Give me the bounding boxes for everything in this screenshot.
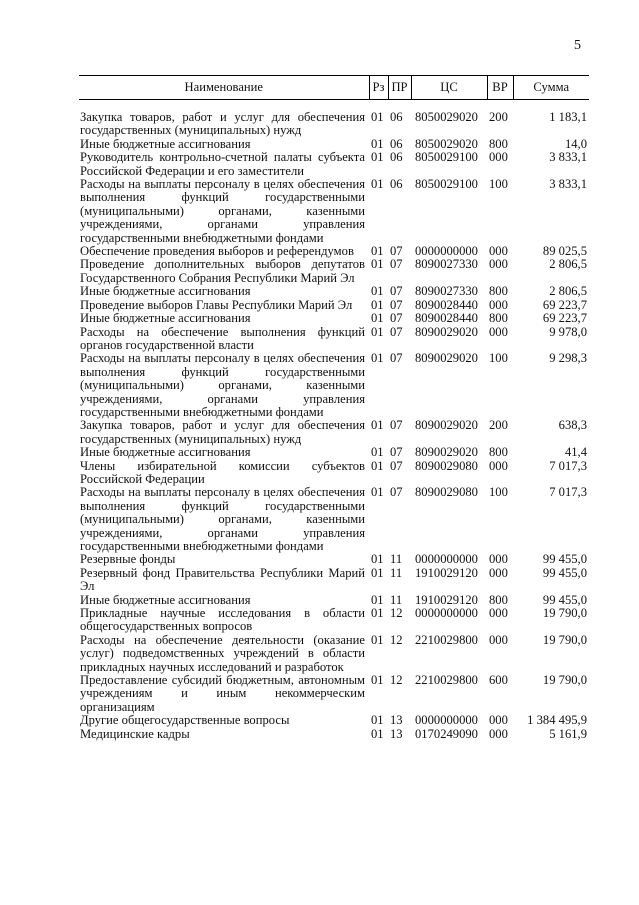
row-sum: 69 223,7 <box>542 311 587 326</box>
row-cs: 8050029100 <box>415 150 478 165</box>
row-vr: 000 <box>489 297 508 312</box>
row-name: Руководитель контрольно-счетной палаты субъекта Российской Федерации и его заместители <box>80 150 365 178</box>
row-sum: 3 833,1 <box>549 150 587 165</box>
table-row <box>79 634 589 674</box>
row-cs: 0170249090 <box>415 726 478 741</box>
row-vr: 800 <box>489 311 508 326</box>
row-name: Обеспечение проведения выборов и референдумов <box>80 244 354 259</box>
row-pr: 06 <box>390 110 403 124</box>
row-pr: 12 <box>390 673 403 688</box>
row-sum: 99 455,0 <box>542 592 587 607</box>
table-header <box>79 76 589 112</box>
row-cs: 8050029020 <box>415 110 478 124</box>
table-row <box>79 111 589 138</box>
table-row <box>79 486 589 553</box>
row-pr: 11 <box>390 552 403 567</box>
row-cs: 2210029800 <box>415 632 478 647</box>
row-cs: 8090029020 <box>415 445 478 460</box>
row-rz: 01 <box>371 244 384 259</box>
row-cs: 8090029020 <box>415 324 478 339</box>
row-vr: 600 <box>489 673 508 688</box>
row-name: Предоставление субсидий бюджетным, автономным учреждениям и иным некоммерческим организациям <box>80 673 365 714</box>
row-rz: 01 <box>371 257 384 272</box>
row-rz: 01 <box>371 485 384 500</box>
table-row <box>79 299 589 312</box>
table-row <box>79 178 589 245</box>
row-rz: 01 <box>371 592 384 607</box>
row-rz: 01 <box>371 284 384 299</box>
row-pr: 06 <box>390 136 403 151</box>
row-sum: 3 833,1 <box>549 177 587 192</box>
row-pr: 07 <box>390 257 403 272</box>
header-pr: ПР <box>388 76 411 100</box>
row-rz: 01 <box>371 418 384 433</box>
row-cs: 8090027330 <box>415 257 478 272</box>
row-rz: 01 <box>371 606 384 621</box>
row-sum: 638,3 <box>558 418 587 433</box>
table-row <box>79 352 589 419</box>
row-vr: 000 <box>489 713 508 728</box>
row-pr: 07 <box>390 351 403 366</box>
row-rz: 01 <box>371 324 384 339</box>
row-sum: 41,4 <box>564 445 587 460</box>
row-rz: 01 <box>371 150 384 165</box>
row-sum: 14,0 <box>564 136 587 151</box>
row-name: Закупка товаров, работ и услуг для обеспечения государственных (муниципальных) нужд <box>80 110 365 138</box>
row-sum: 19 790,0 <box>542 673 587 688</box>
row-vr: 000 <box>489 565 508 580</box>
row-rz: 01 <box>371 110 384 124</box>
table-row <box>79 326 589 353</box>
row-cs: 2210029800 <box>415 673 478 688</box>
row-vr: 000 <box>489 150 508 165</box>
row-name: Резервный фонд Правительства Республики Марий Эл <box>80 565 365 594</box>
row-rz: 01 <box>371 673 384 688</box>
table-row <box>79 728 589 741</box>
row-name: Проведение выборов Главы Республики Марий Эл <box>80 297 353 312</box>
table-body <box>79 111 589 741</box>
row-pr: 13 <box>390 713 403 728</box>
row-name: Расходы на обеспечение деятельности (оказание услуг) подведомственных учреждений в области прикладных научных исследований и разработок <box>80 632 365 674</box>
row-pr: 07 <box>390 284 403 299</box>
row-sum: 99 455,0 <box>542 565 587 580</box>
row-rz: 01 <box>371 726 384 741</box>
table-row <box>79 419 589 446</box>
table-row <box>79 285 589 298</box>
row-rz: 01 <box>371 136 384 151</box>
row-name: Медицинские кадры <box>80 726 190 741</box>
row-name: Резервные фонды <box>80 552 176 567</box>
row-cs: 8090029080 <box>415 485 478 500</box>
row-sum: 69 223,7 <box>542 297 587 312</box>
table-row <box>79 607 589 634</box>
row-pr: 11 <box>390 592 403 607</box>
row-name: Проведение дополнительных выборов депутатов Государственного Собрания Республики Марий Эл <box>80 257 365 285</box>
row-cs: 8090027330 <box>415 284 478 299</box>
table-row <box>79 446 589 459</box>
table-row <box>79 594 589 607</box>
row-vr: 000 <box>489 632 508 647</box>
header-vr: ВР <box>487 76 513 100</box>
row-rz: 01 <box>371 445 384 460</box>
row-sum: 1 183,1 <box>549 110 587 124</box>
row-pr: 11 <box>390 565 403 580</box>
row-sum: 9 978,0 <box>549 324 587 339</box>
row-name: Иные бюджетные ассигнования <box>80 445 251 460</box>
row-sum: 2 806,5 <box>549 257 587 272</box>
row-cs: 1910029120 <box>415 565 478 580</box>
header-name: Наименование <box>79 76 369 100</box>
row-pr: 07 <box>390 324 403 339</box>
row-sum: 2 806,5 <box>549 284 587 299</box>
row-cs: 0000000000 <box>415 552 478 567</box>
row-name: Расходы на выплаты персоналу в целях обеспечения выполнения функций государственными (муниципальными) органами, казенными учреждениями, органами управления государственными внебюджетными фондами <box>80 177 365 245</box>
row-sum: 89 025,5 <box>542 244 587 259</box>
row-rz: 01 <box>371 458 384 473</box>
row-vr: 100 <box>489 351 508 366</box>
row-vr: 100 <box>489 485 508 500</box>
row-name: Закупка товаров, работ и услуг для обеспечения государственных (муниципальных) нужд <box>80 418 365 446</box>
row-pr: 07 <box>390 297 403 312</box>
table-row <box>79 460 589 487</box>
row-rz: 01 <box>371 351 384 366</box>
row-pr: 07 <box>390 458 403 473</box>
budget-table <box>79 75 589 741</box>
row-pr: 07 <box>390 311 403 326</box>
row-cs: 8090028440 <box>415 297 478 312</box>
row-cs: 8090029020 <box>415 351 478 366</box>
row-sum: 19 790,0 <box>542 606 587 621</box>
row-name: Иные бюджетные ассигнования <box>80 311 251 326</box>
row-name: Расходы на выплаты персоналу в целях обеспечения выполнения функций государственными (муниципальными) органами, казенными учреждениями, органами управления государственными внебюджетными фондами <box>80 351 365 419</box>
row-pr: 07 <box>390 418 403 433</box>
table-row <box>79 567 589 594</box>
table-row <box>79 258 589 285</box>
row-pr: 07 <box>390 244 403 259</box>
table-row <box>79 138 589 151</box>
row-name: Иные бюджетные ассигнования <box>80 284 251 299</box>
row-vr: 100 <box>489 177 508 192</box>
row-pr: 07 <box>390 445 403 460</box>
row-rz: 01 <box>371 177 384 192</box>
row-vr: 000 <box>489 244 508 259</box>
row-vr: 800 <box>489 136 508 151</box>
row-rz: 01 <box>371 632 384 647</box>
row-vr: 200 <box>489 418 508 433</box>
row-sum: 7 017,3 <box>549 458 587 473</box>
table-row <box>79 714 589 727</box>
row-name: Расходы на обеспечение выполнения функций органов государственной власти <box>80 324 365 352</box>
row-name: Другие общегосударственные вопросы <box>80 713 290 728</box>
row-vr: 800 <box>489 445 508 460</box>
row-sum: 5 161,9 <box>549 726 587 741</box>
row-vr: 000 <box>489 606 508 621</box>
row-rz: 01 <box>371 552 384 567</box>
row-cs: 8050029020 <box>415 136 478 151</box>
header-sum: Сумма <box>513 76 589 100</box>
row-pr: 06 <box>390 177 403 192</box>
row-cs: 8090028440 <box>415 311 478 326</box>
row-vr: 200 <box>489 110 508 124</box>
table-row <box>79 553 589 566</box>
row-name: Иные бюджетные ассигнования <box>80 592 251 607</box>
row-pr: 12 <box>390 606 403 621</box>
row-cs: 0000000000 <box>415 244 478 259</box>
row-vr: 000 <box>489 324 508 339</box>
row-vr: 000 <box>489 257 508 272</box>
table-row <box>79 312 589 325</box>
header-rz: Рз <box>369 76 388 100</box>
row-pr: 06 <box>390 150 403 165</box>
row-sum: 19 790,0 <box>542 632 587 647</box>
row-cs: 8050029100 <box>415 177 478 192</box>
row-vr: 000 <box>489 552 508 567</box>
row-sum: 7 017,3 <box>549 485 587 500</box>
row-cs: 8090029020 <box>415 418 478 433</box>
row-sum: 99 455,0 <box>542 552 587 567</box>
table-row <box>79 674 589 714</box>
row-pr: 13 <box>390 726 403 741</box>
page-number: 5 <box>574 38 581 53</box>
row-pr: 12 <box>390 632 403 647</box>
row-pr: 07 <box>390 485 403 500</box>
row-vr: 000 <box>489 458 508 473</box>
row-name: Иные бюджетные ассигнования <box>80 136 251 151</box>
row-cs: 8090029080 <box>415 458 478 473</box>
row-sum: 1 384 495,9 <box>527 713 587 728</box>
table-row <box>79 245 589 258</box>
row-rz: 01 <box>371 713 384 728</box>
row-sum: 9 298,3 <box>549 351 587 366</box>
row-rz: 01 <box>371 565 384 580</box>
row-cs: 0000000000 <box>415 713 478 728</box>
table-row <box>79 151 589 178</box>
row-vr: 800 <box>489 284 508 299</box>
row-name: Расходы на выплаты персоналу в целях обеспечения выполнения функций государственными (муниципальными) органами, казенными учреждениями, органами управления государственными внебюджетными фондами <box>80 485 365 553</box>
header-cs: ЦС <box>411 76 487 100</box>
row-rz: 01 <box>371 311 384 326</box>
row-cs: 0000000000 <box>415 606 478 621</box>
row-vr: 000 <box>489 726 508 741</box>
row-name: Члены избирательной комиссии субъектов Российской Федерации <box>80 458 365 486</box>
row-vr: 800 <box>489 592 508 607</box>
row-rz: 01 <box>371 297 384 312</box>
row-name: Прикладные научные исследования в области общегосударственных вопросов <box>80 606 365 634</box>
row-cs: 1910029120 <box>415 592 478 607</box>
